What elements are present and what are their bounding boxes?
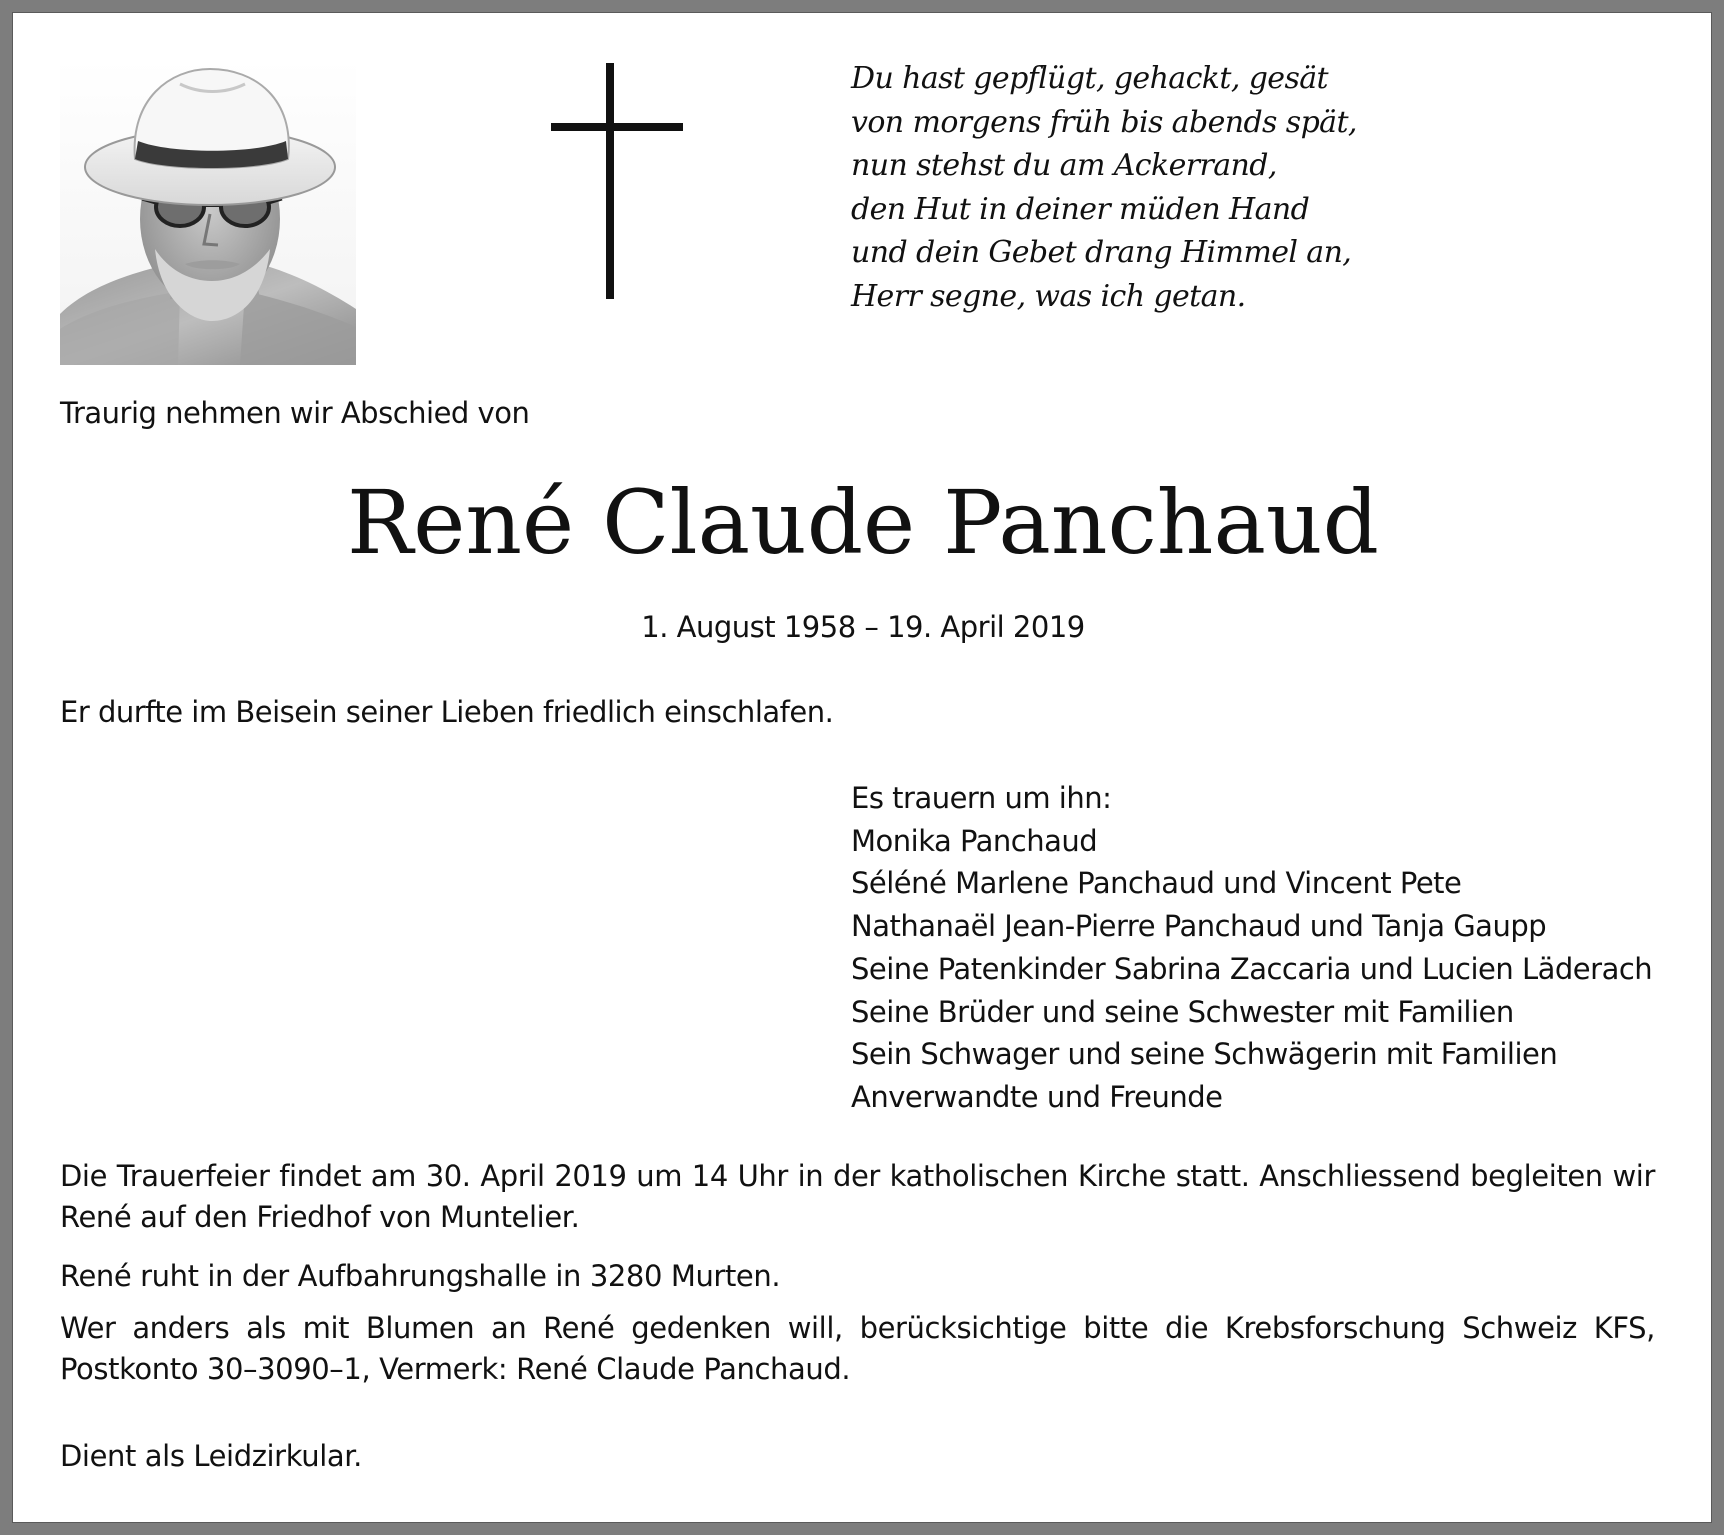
mourner-entry: Sein Schwager und seine Schwägerin mit Familien	[851, 1037, 1558, 1072]
portrait-photo	[60, 59, 356, 365]
poem-line: nun stehst du am Ackerrand,	[851, 148, 1277, 183]
statement-text: Er durfte im Beisein seiner Lieben friedlich einschlafen.	[60, 695, 834, 729]
donation-notice: Wer anders als mit Blumen an René gedenken will, berücksichtige bitte die Krebsforschung Schweiz KFS, Postkonto 30–3090–1, Vermerk: René Claude Panchaud.	[60, 1311, 1655, 1386]
mourner-entry: Seine Patenkinder Sabrina Zaccaria und Lucien Läderach	[851, 951, 1653, 986]
life-dates: 1. August 1958 – 19. April 2019	[641, 610, 1085, 644]
mourner-entry: Anverwandte und Freunde	[851, 1079, 1223, 1114]
poem	[851, 57, 1371, 318]
mourner-entry: Nathanaël Jean-Pierre Panchaud und Tanja Gaupp	[851, 909, 1547, 944]
poem-line: Du hast gepflügt, gehackt, gesät	[851, 61, 1328, 96]
poem-line: den Hut in deiner müden Hand	[851, 191, 1310, 227]
intro-text: Traurig nehmen wir Abschied von	[60, 396, 530, 430]
funeral-notice: Die Trauerfeier findet am 30. April 2019 um 14 Uhr in der katholischen Kirche statt. Anschliessend begleiten wir René auf den Friedhof von Muntelier.	[60, 1159, 1655, 1234]
poem-line: Herr segne, was ich getan.	[851, 278, 1246, 314]
cross-icon	[543, 51, 683, 301]
mourners-heading: Es trauern um ihn:	[851, 781, 1112, 815]
mourner-entry: Seine Brüder und seine Schwester mit Familien	[851, 994, 1514, 1029]
obituary-notice	[12, 12, 1712, 1523]
circular-notice: Dient als Leidzirkular.	[60, 1439, 362, 1473]
mourner-entry: Monika Panchaud	[851, 823, 1098, 858]
poem-line: und dein Gebet drang Himmel an,	[851, 235, 1352, 270]
mourner-entry: Séléné Marlene Panchaud und Vincent Pete	[851, 866, 1462, 901]
poem-line: von morgens früh bis abends spät,	[851, 104, 1357, 140]
deceased-name: René Claude Panchaud	[347, 471, 1379, 574]
resting-notice: René ruht in der Aufbahrungshalle in 3280 Murten.	[60, 1259, 781, 1293]
mourners-list	[851, 777, 1652, 1119]
